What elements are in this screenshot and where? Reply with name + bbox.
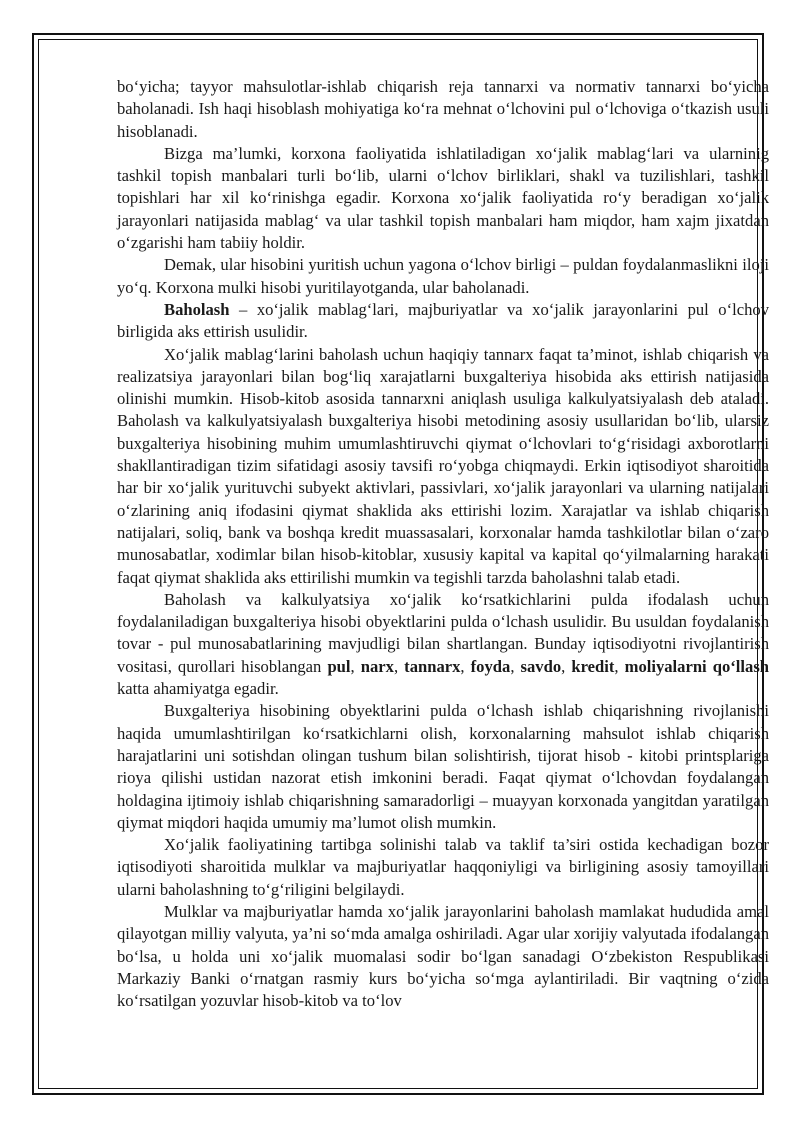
text-run: Bizga ma’lumki, korxona faoliyatida ishlatiladigan xo‘jalik mablag‘lari va ularninig tashkil topish manbalari turli bo‘lib, ularni o‘lchov birliklari, shakl va tuzilishlari, tashkil topishlari har xil ko‘rinishga egadir. Korxona xo‘jalik faoliyatida ro‘y beradigan xo‘jalik jarayonlari natijasida mablag‘ va ular tashkil topish manbalari ham miqdor, ham xajm jixatdan o‘zgarishi ham tabiiy holdir.	[117, 143, 769, 253]
paragraph	[117, 901, 769, 1012]
bold-term: kredit	[571, 656, 615, 676]
text-run: Xo‘jalik faoliyatining tartibga solinishi talab va taklif ta’siri ostida kechadigan bozor iqtisodiyoti sharoitida mulklar va majburiyatlar haqqoniyligi va birligining asosiy tamoyillari ularni baholashning to‘g‘riligini belgilaydi.	[117, 835, 769, 899]
paragraph	[117, 344, 769, 589]
paragraph	[117, 589, 769, 700]
text-run: Baholash va kalkulyatsiya xo‘jalik ko‘rsatkichlarini pulda ifodalash uchun foydalaniladigan buxgalteriya hisobi obyektlarini pulda o‘lchash usulidir. Bu usuldan foydalanish tovar - pul munosabatlarining mavjudligi bilan shartlangan. Bunday iqtisodiyotni rivojlantirish vositasi, qurollari hisoblangan	[117, 589, 769, 676]
bold-term: tannarx	[404, 656, 461, 676]
paragraph	[117, 700, 769, 834]
text-run: bo‘yicha; tayyor mahsulotlar-ishlab chiqarish reja tannarxi va normativ tannarxi bo‘yicha baholanadi. Ish haqi hisoblash mohiyatiga ko‘ra mehnat o‘lchovini pul o‘lchoviga o‘tkazish usuli hisoblanadi.	[117, 77, 769, 141]
text-run: ,	[561, 656, 572, 676]
text-run: Buxgalteriya hisobining obyektlarini pulda o‘lchash ishlab chiqarishning rivojlanishi haqida umumlashtirilgan ko‘rsatkichlarni olish, korxonalarning mahsulot ishlab chiqarish harajatlarini uni sotishdan olingan tushum bilan solishtirish, tijorat hisob - kitobi printsplariga rioya qilishi ustidan nazorat etish imkonini beradi. Faqat qiymat o‘lchovdan foydalangan holdagina ijtimoiy ishlab chiqarishning samaradorligi – muayyan korxonada yangitdan yaratilgan qiymat miqdori haqida umumiy ma’lumot olish mumkin.	[117, 701, 769, 832]
text-run: ,	[510, 656, 521, 676]
text-run: Mulklar va majburiyatlar hamda xo‘jalik jarayonlarini baholash mamlakat hududida amal qilayotgan milliy valyuta, ya’ni so‘mda amalga oshiriladi. Agar ular xorijiy valyutada ifodalangan bo‘lsa, u holda uni xo‘jalik muomalasi sodir bo‘lgan sanadagi O‘zbekiston Respublikasi Markaziy Banki o‘rnatgan rasmiy kurs bo‘yicha so‘mga aylantiriladi. Bir vaqtning o‘zida ko‘rsatilgan yozuvlar hisob-kitob va to‘lov	[117, 901, 769, 1011]
paragraph	[117, 143, 769, 254]
text-run: – xo‘jalik mablag‘lari, majburiyatlar va xo‘jalik jarayonlarini pul o‘lchov birligida aks ettirish usulidir.	[117, 299, 769, 342]
text-run: ,	[460, 656, 471, 676]
paragraph	[117, 834, 769, 901]
document-body	[117, 76, 769, 1012]
bold-term: Baholash	[164, 299, 230, 319]
text-run: Demak, ular hisobini yuritish uchun yagona o‘lchov birligi – puldan foydalanmaslikni iloji yo‘q. Korxona mulki hisobi yuritilayotganda, ular baholanadi.	[117, 255, 769, 297]
text-run: ,	[393, 656, 405, 676]
paragraph	[117, 76, 769, 143]
bold-term: foyda	[470, 656, 511, 676]
text-run: ,	[614, 656, 625, 676]
bold-term: pul	[327, 656, 351, 676]
paragraph	[117, 254, 769, 299]
bold-term: narx	[360, 656, 394, 676]
paragraph	[117, 299, 769, 344]
text-run: ,	[350, 656, 361, 676]
text-run: Xo‘jalik mablag‘larini baholash uchun haqiqiy tannarx faqat ta’minot, ishlab chiqarish va realizatsiya jarayonlari bilan bog‘liq xarajatlarni buxgalteriya hisobida aks ettirish natijasida olinishi mumkin. Hisob-kitob asosida tannarxni aniqlash usuliga kalkulyatsiyalash deb ataladi. Baholash va kalkulyatsiyalash buxgalteriya hisobi metodining asosiy usullaridan bo‘lib, ularsiz buxgalteriya hisobining muhim umumlashtiruvchi qiymat o‘lchovlari to‘g‘risidagi axborotlarni shakllantiradigan tizim sifatidagi asosiy tavsifi ro‘yobga chiqmaydi. Erkin iqtisodiyot sharoitida har bir xo‘jalik yurituvchi subyekt aktivlari, passivlari, xo‘jalik jarayonlari va ularning natijalari o‘zlarining aniq ifodasini qiymat shaklida aks ettirishi lozim. Xarajatlar va ishlab chiqarish natijalari, soliq, bank va boshqa kredit muassasalari, korxonalar hamda tashkilotlar bilan o‘zaro munosabatlar, xodimlar bilan hisob-kitoblar, xususiy kapital va kapital qo‘yilmalarning harakati faqat qiymat shaklida aks ettirilishi mumkin va tegishli tarzda baholashni talab etadi.	[117, 344, 769, 587]
bold-term: savdo	[520, 656, 562, 676]
bold-term: moliyalarni qo‘llash	[624, 656, 770, 676]
text-run: katta ahamiyatga egadir.	[117, 679, 279, 699]
